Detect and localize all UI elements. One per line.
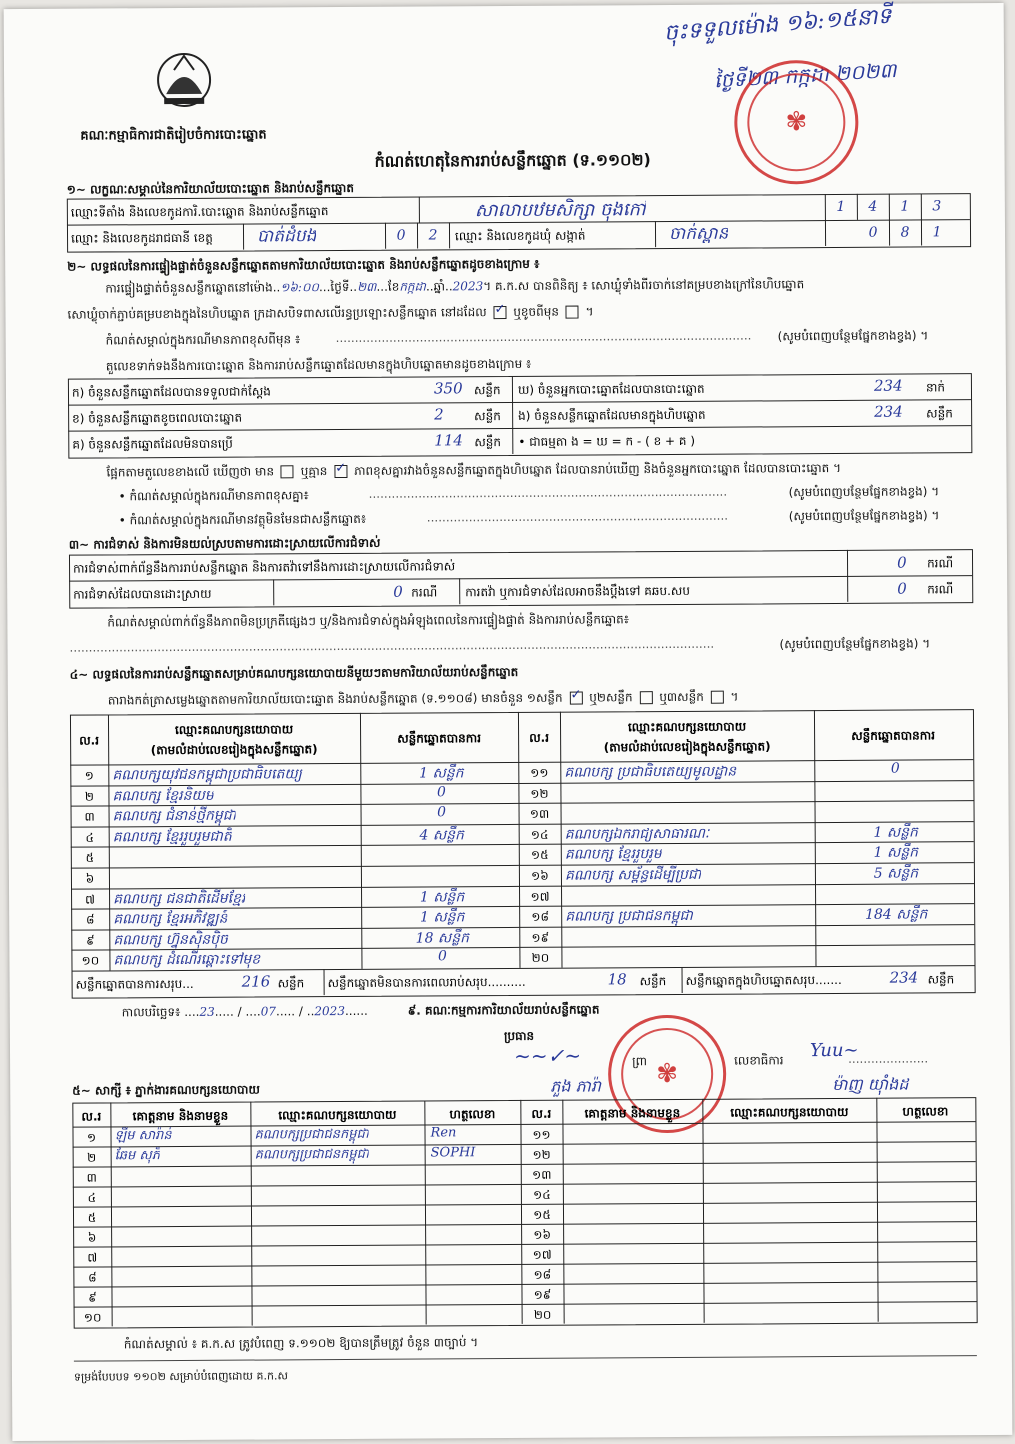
witness-signature-header: ហត្ថលេខា [449, 1107, 496, 1122]
irregularity-note: កំណត់សម្គាល់ពាក់ព័ន្ធនឹងភាពមិនប្រក្រតីផ្សេងៗ ឬ/និងការជំទាស់ក្នុងអំឡុងពេលនៃការផ្ទៀងផ្ទាត់ និងការរាប់សន្លឹកឆ្នោត៖ [107, 612, 630, 630]
province-label: ឈ្មោះ និងលេខកូដរាជធានី ខេត្ត [70, 230, 213, 246]
witness-party: គណបក្សប្រជាជនកម្ពុជា [254, 1146, 370, 1163]
figure-label: គ) ចំនួនសន្លឹកឆ្នោតដែលមិនបានប្រើ [72, 436, 233, 452]
section4-title: ៤~ លទ្ធផលនៃការរាប់សន្លឹកឆ្នោតសម្រាប់គណបក្សនយោបាយនីមួយៗតាមការិយាល័យរាប់សន្លឹកឆ្នោត [69, 664, 519, 682]
figure-value: 234 [873, 376, 903, 395]
witness-row-number: ១៩ [533, 1287, 552, 1302]
total-invalid-votes: 18 [607, 970, 627, 989]
party-row-number: ៣ [84, 809, 95, 824]
form-sheet: ចុះទទួលម៉ោង ១៦:១៥នាទី ថ្ងៃទី២៣ កក្កដា ២០២៣ ✾ គណៈកម្មាធិការជាតិរៀបចំការបោះឆ្នោត កំណត់ហេតុនៃការរាប់សន្លឹកឆ្នោត (ទ.១១០២) ១~ លក្ខណៈសម្គាល់នៃការិយាល័យបោះឆ្នោត និងរាប់សន្លឹកឆ្នោត ឈ្មោះទីតាំង និងលេខកូដការិ.បោះឆ្នោត និងរាប់សន្លឹកឆ្នោត សាលាបឋមសិក្សា ចុងកៅ 1 4 1 3 ឈ្មោះ និងលេខកូដរាជធានី ខេត្ត បាត់ដំបង 0 2 ឈ្មោះ និងលេខកូដឃុំ សង្កាត់ ចាក់ស្ពាន 0 8 1 ២~ លទ្ធផលនៃការផ្ទៀងផ្ទាត់ចំនួនសន្លឹកឆ្នោតតាមការិយាល័យបោះឆ្នោត និងរាប់សន្លឹកឆ្នោតដូចខាងក្រោម ៖ ការផ្ទៀងផ្ទាត់ចំនួនសន្លឹកឆ្នោតនៅម៉ោង..១៦:០០...ថ្ងៃទី..២៣...ខែកក្កដា..ឆ្នាំ..2023។ គ.ក.ស បានពិនិត្យ ៖ សោឃ្លុំទាំងពីរចាក់នៅគម្របខាងក្រៅនៃហិបឆ្នោត សោឃ្លុំចាក់ភ្ជាប់គម្របខាងក្នុងនៃហិបឆ្នោត ក្រដាសបិទពាសលើរន្ធប្រឡោះសន្លឹកឆ្នោត នៅដដែល ✓ ឬខូចពីមុន ។ កំណត់សម្គាល់ក្នុងករណីមានភាពខុសពីមុន ៖ ............................................................................................................. (សូមបំពេញបន្ថែមផ្នែកខាងខ្វង) ។ តួលេខទាក់ទងនឹងការបោះឆ្នោត និងការរាប់សន្លឹកឆ្នោតដែលមានក្នុងហិបឆ្នោតមានដូចខាងក្រោម ៖ ក) ចំនួនសន្លឹកឆ្នោតដែលបានទទួលជាក់ស្តែង 350 សន្លឹក ឃ) ចំនួនអ្នកបោះឆ្នោតដែលបានបោះឆ្នោត 234 នាក់ ខ) ចំនួនសន្លឹកឆ្នោតខូចពេលបោះឆ្នោត 2 សន្លឹក ង) ចំនួនសន្លឹកឆ្នោតដែលមានក្នុងហិបឆ្នោត 234 សន្លឹក គ) ចំនួនសន្លឹកឆ្នោតដែលមិនបានប្រើ 114 សន្លឹក • ជាធម្មតា ង = ឃ = ក - ( ខ + គ ) ផ្អែកតាមតួលេខខាងលើ ឃើញថា មាន ឬគ្មាន ✓ ភាពខុសគ្នារវាងចំនួនសន្លឹកឆ្នោតក្នុងហិបឆ្នោត ដែលបានរាប់ឃើញ និងចំនួនអ្នកបោះឆ្នោត ដែលបានបោះឆ្នោត ។ • កំណត់សម្គាល់ក្នុងករណីមានភាពខុសគ្នា៖ .............................................................................................. (សូមបំពេញបន្ថែមផ្នែកខាងខ្វង) ។ • កំណត់សម្គាល់ក្នុងករណីមានវត្ថុមិនមែនជាសន្លឹកឆ្នោត៖ ............................................................................... (សូមបំពេញបន្ថែមផ្នែកខាងខ្វង) ។ ៣~ ការជំទាស់ និងការមិនយល់ស្របតាមការដោះស្រាយលើការជំទាស់ ការជំទាស់ពាក់ព័ន្ធនឹងការរាប់សន្លឹកឆ្នោត និងការតវ៉ាទៅនឹងការដោះស្រាយលើការជំទាស់ 0 ករណី ការជំទាស់ដែលបានដោះស្រាយ 0 ករណី ការតវ៉ា ឬការជំទាស់ដែលអាចនឹងប្តឹងទៅ គឆប.សប 0 ករណី កំណត់សម្គាល់ពាក់ព័ន្ធនឹងភាពមិនប្រក្រតីផ្សេងៗ ឬ/និងការជំទាស់ក្នុងអំឡុងពេលនៃការផ្ទៀងផ្ទាត់ និងការរាប់សន្លឹកឆ្នោត៖ ......................................................................................................................................................................... (សូមបំពេញបន្ថែមផ្នែកខាងខ្វង) ។ ៤~ លទ្ធផលនៃការរាប់សន្លឹកឆ្នោតសម្រាប់គណបក្សនយោបាយនីមួយៗតាមការិយាល័យរាប់សន្លឹកឆ្នោត តារាងកត់ត្រាសម្លេងឆ្នោតតាមការិយាល័យបោះឆ្នោត និងរាប់សន្លឹកឆ្នោត (ទ.១១០៨) មានចំនួន ១សន្លឹក ✓ ឬ២សន្លឹក ឬ៣សន្លឹក ។ ល.រ ឈ្មោះគណបក្សនយោបាយ (តាមលំដាប់លេខរៀងក្នុងសន្លឹកឆ្នោត) សន្លឹកឆ្នោតបានការ ល.រ ឈ្មោះគណបក្សនយោបាយ (តាមលំដាប់លេខរៀងក្នុងសន្លឹកឆ្នោត) សន្លឹកឆ្នោតបានការ ១ គណបក្សយុវជនកម្ពុជាប្រជាធិបតេយ្យ 1 សន្លឹក ២ គណបក្ស ខ្មែរនិយម 0 ៣ គណបក្ស ជំនាន់ថ្មីកម្ពុជា 0 ៤ គណបក្ស ខ្មែររួបរួមជាតិ 4 សន្លឹក ៥ ៦ ៧ គណបក្ស ជនជាតិដើមខ្មែរ 1 សន្លឹក ៨ គណបក្ស ខ្មែរអភិវឌ្ឍន៍ 1 សន្លឹក ៩ គណបក្ស ហ្វ៊ុនស៊ិនប៉ិច 18 សន្លឹក ១០ គណបក្ស ដំណើរឆ្ពោះទៅមុខ 0 ១១ គណបក្ស ប្រជាធិបតេយ្យមូលដ្ឋាន 0 ១២ ១៣ ១៤ គណបក្សឯករាជ្យសាធារណៈ 1 សន្លឹក ១៥ គណបក្ស ខ្មែររួបរួម 1 សន្លឹក ១៦ គណបក្ស សម្ព័ន្ធដើម្បីប្រជា 5 សន្លឹក ១៧ ១៨ គណបក្ស ប្រជាជនកម្ពុជា 184 សន្លឹក ១៩ ២០ សន្លឹកឆ្នោតបានការសរុប... 216 សន្លឹក សន្លឹកឆ្នោតមិនបានការពេលរាប់សរុប.......... 18 សន្លឹក សន្លឹកឆ្នោតក្នុងហិបឆ្នោតសរុប....... 234 សន្លឹក កាលបរិច្ឆេទ៖ ....23..... / ....07..... / ..2023...... ៩. គណៈកម្មការការិយាល័យរាប់សន្លឹកឆ្នោត ប្រធាន ~~✓~ ព្រា លេខាធិការ Yuu~ ..................... ភួង ភារ៉ា ម៉ាញ យ៉ាំងដ ✾ ៥~ សាក្សី ៖ ភ្នាក់ងារគណបក្សនយោបាយ ល.រ គោត្តនាម និងនាមខ្លួន ឈ្មោះគណបក្សនយោបាយ ហត្ថលេខា ល.រ គោត្តនាម និងនាមខ្លួន ឈ្មោះគណបក្សនយោបាយ ហត្ថលេខា ១ ឡឹម សារ៉ាន់ គណបក្សប្រជាជនកម្ពុជា Ren ១១ ២ ឆែម សុភី គណបក្សប្រជាជនកម្ពុជា SOPHI ១២ ៣ ១៣ ៤ ១៤ ៥ ១៥ ៦ ១៦ ៧ ១៧ ៨ ១៨ ៩ ១៩ ១០ ២០ កំណត់សម្គាល់ ៖ គ.ក.ស ត្រូវបំពេញ ទ.១១០២ ឱ្យបានត្រឹមត្រូវ ចំនួន ៣ច្បាប់ ។ ទម្រង់បែបបទ ១១០២ សម្រាប់បំពេញដោយ គ.ក.ស [4, 3, 1013, 1441]
tally-sheet-line: តារាងកត់ត្រាសម្លេងឆ្នោតតាមការិយាល័យបោះឆ្នោត និងរាប់សន្លឹកឆ្នោត (ទ.១១០៨) មានចំនួន ១សន្លឹក ✓ ឬ២សន្លឹក ឬ៣សន្លឹក ។ [108, 689, 739, 711]
witness-row-number: ២ [87, 1150, 97, 1165]
party-valid-votes: 0 [437, 948, 447, 965]
president-label: ប្រធាន [503, 1028, 535, 1044]
witness-row-number: ១៤ [533, 1187, 551, 1202]
witness-party: គណបក្សប្រជាជនកម្ពុជា [254, 1126, 369, 1143]
party-row-number: ៩ [86, 933, 95, 948]
station-code-digit: 1 [900, 198, 910, 215]
party-name: គណបក្ស ប្រជាជនកម្ពុជា [565, 908, 693, 925]
witness-row-number: ៤ [87, 1190, 97, 1205]
witness-row-number: ១០ [83, 1310, 102, 1325]
witness-row-number: ៧ [87, 1250, 98, 1265]
figure-label: ង) ចំនួនសន្លឹកឆ្នោតដែលមានក្នុងហិបឆ្នោត [518, 407, 706, 423]
section1-title: ១~ លក្ខណៈសម្គាល់នៃការិយាល័យបោះឆ្នោត និងរាប់សន្លឹកឆ្នោត [66, 180, 354, 197]
party-row-number: ៧ [85, 892, 96, 907]
party-row-number: ៦ [85, 871, 95, 886]
figure-label: ឃ) ចំនួនអ្នកបោះឆ្នោតដែលបានបោះឆ្នោត [517, 381, 705, 397]
party-valid-votes: 18 សន្លឹក [415, 930, 470, 947]
party-row-number: ១៥ [530, 848, 549, 863]
commune-code-digit: 1 [932, 224, 942, 241]
party-row-number: ២០ [531, 951, 550, 966]
objection-count: 0 [896, 553, 907, 572]
form-title: កំណត់ហេតុនៃការរាប់សន្លឹកឆ្នោត (ទ.១១០២) [374, 150, 651, 171]
witness-row-number: ២០ [533, 1307, 552, 1322]
party-name: គណបក្ស ជនជាតិដើមខ្មែរ [113, 890, 246, 908]
party-row-number: ១៩ [531, 930, 550, 945]
station-code-digit: 1 [836, 198, 846, 215]
station-label: ឈ្មោះទីតាំង និងលេខកូដការិ.បោះឆ្នោត និងរាប់សន្លឹកឆ្នោត [70, 204, 329, 220]
president-signature: ~~✓~ [513, 1043, 582, 1068]
party-name: គណបក្ស ខ្មែររួបរួម [564, 846, 662, 864]
counting-committee-label: ៩. គណៈកម្មការការិយាល័យរាប់សន្លឹកឆ្នោត [407, 1002, 600, 1018]
secretary-label: លេខាធិការ [734, 1053, 784, 1068]
party-valid-votes: 1 សន្លឹក [873, 844, 919, 862]
witness-row-number: ១១ [532, 1127, 551, 1142]
verification-line-1: ការផ្ទៀងផ្ទាត់ចំនួនសន្លឹកឆ្នោតនៅម៉ោង..១៦:០០...ថ្ងៃទី..២៣...ខែកក្កដា..ឆ្នាំ..2023។ គ.ក.ស បានពិនិត្យ ៖ សោឃ្លុំទាំងពីរចាក់នៅគម្របខាងក្រៅនៃហិបឆ្នោត [105, 277, 805, 296]
fill-more-hint: (សូមបំពេញបន្ថែមផ្នែកខាងខ្វង) ។ [777, 328, 929, 344]
province-name: បាត់ដំបង [256, 226, 317, 247]
witness-name-header: គោត្តនាម និងនាមខ្លួន [132, 1108, 229, 1124]
party-name: គណបក្ស ប្រជាធិបតេយ្យមូលដ្ឋាន [564, 763, 737, 781]
witness-row-number: ១៦ [533, 1227, 551, 1242]
figure-unit: សន្លឹក [474, 409, 501, 424]
received-time-note: ចុះទទួលម៉ោង ១៦:១៥នាទី [663, 3, 893, 46]
verification-line-2: សោឃ្លុំចាក់ភ្ជាប់គម្របខាងក្នុងនៃហិបឆ្នោត ក្រដាសបិទពាសលើរន្ធប្រឡោះសន្លឹកឆ្នោត នៅដដែល ✓ ឬខូចពីមុន ។ [67, 303, 593, 324]
damaged-checkbox[interactable] [566, 306, 579, 319]
appeal-label: ការតវ៉ា ឬការជំទាស់ដែលអាចនឹងប្តឹងទៅ គឆប.សប [465, 583, 690, 600]
party-name: គណបក្ស ខ្មែររួបរួមជាតិ [112, 828, 232, 846]
witness-row-number: ១៧ [532, 1247, 552, 1262]
one-sheet-checkbox[interactable] [569, 692, 582, 705]
witness-row-number: ១២ [532, 1147, 551, 1162]
nec-emblem-icon [152, 50, 216, 112]
party-row-number: ១៣ [529, 806, 550, 822]
witness-row-number: ៣ [86, 1170, 97, 1185]
witness-name: ឡឹម សារ៉ាន់ [114, 1128, 172, 1144]
party-valid-votes: 5 សន្លឹក [873, 865, 919, 882]
commune-code-digit: 8 [900, 224, 910, 241]
party-valid-votes: 1 សន្លឹក [419, 765, 464, 782]
total-invalid-label: សន្លឹកឆ្នោតមិនបានការពេលរាប់សរុប.......... [327, 974, 526, 991]
party-valid-votes: 0 [890, 760, 900, 777]
total-valid-label: សន្លឹកឆ្នោតបានការសរុប... [75, 976, 194, 992]
party-valid-votes: 1 សន្លឹក [419, 909, 465, 926]
resolved-objection-label: ការជំទាស់ដែលបានដោះស្រាយ [73, 586, 212, 602]
result-date: កាលបរិច្ឆេទ៖ ....23..... / ....07..... / ..2023...... [121, 1003, 368, 1020]
commune-name: ចាក់ស្ពាន [668, 223, 729, 245]
objection-row-label: ការជំទាស់ពាក់ព័ន្ធនឹងការរាប់សន្លឹកឆ្នោត និងការតវ៉ាទៅនឹងការដោះស្រាយលើការជំទាស់ [73, 559, 456, 576]
party-valid-votes: 184 សន្លឹក [864, 906, 928, 924]
party-row-number: ១ [84, 768, 94, 783]
appeal-count: 0 [897, 579, 907, 598]
party-row-number: ១០ [81, 953, 100, 968]
station-name: សាលាបឋមសិក្សា ចុងកៅ [474, 199, 646, 222]
bullet-foreign-object-note: • កំណត់សម្គាល់ក្នុងករណីមានវត្ថុមិនមែនជាសន្លឹកឆ្នោត៖ [118, 511, 367, 528]
secretary-signature: Yuu~ [809, 1039, 859, 1062]
station-code-digit: 3 [932, 198, 942, 215]
party-valid-votes: 1 សន្លឹក [419, 888, 465, 906]
witness-row-number: ១៨ [533, 1267, 552, 1282]
intact-checkbox[interactable] [493, 306, 506, 319]
party-valid-votes: 4 សន្លឹក [419, 827, 464, 844]
figure-value: 234 [874, 402, 903, 421]
party-row-number: ១២ [530, 786, 549, 801]
official-stamp-top: ✾ [734, 60, 859, 185]
witness-row-number: ៥ [87, 1210, 97, 1225]
figure-value: 350 [433, 379, 463, 398]
party-name: គណបក្ស ហ្វ៊ុនស៊ិនប៉ិច [113, 931, 228, 949]
resolved-objection-count: 0 [393, 582, 403, 601]
party-valid-votes: 0 [437, 804, 447, 821]
party-name: គណបក្សយុវជនកម្ពុជាប្រជាធិបតេយ្យ [112, 766, 302, 784]
figure-unit: សន្លឹក [926, 406, 953, 421]
consistency-line: ផ្អែកតាមតួលេខខាងលើ ឃើញថា មាន ឬគ្មាន ✓ ភាពខុសគ្នារវាងចំនួនសន្លឹកឆ្នោតក្នុងហិបឆ្នោត ដែលបានរាប់ឃើញ និងចំនួនអ្នកបោះឆ្នោត ដែលបានបោះឆ្នោត ។ [106, 460, 841, 482]
total-box-label: សន្លឹកឆ្នោតក្នុងហិបឆ្នោតសរុប....... [685, 972, 842, 988]
figure-label: ក) ចំនួនសន្លឹកឆ្នោតដែលបានទទួលជាក់ស្តែង [71, 384, 271, 400]
figure-unit: សន្លឹក [473, 383, 501, 398]
station-code-digit: 4 [868, 198, 878, 215]
figures-intro: តួលេខទាក់ទងនឹងការបោះឆ្នោត និងការរាប់សន្លឹកឆ្នោតដែលមានក្នុងហិបឆ្នោតមានដូចខាងក្រោម ៖ [105, 356, 532, 374]
official-stamp-bottom: ✾ [608, 1015, 727, 1134]
party-name: គណបក្ស ជំនាន់ថ្មីកម្ពុជា [112, 807, 237, 825]
figure-label: • ជាធម្មតា ង = ឃ = ក - ( ខ + គ ) [518, 433, 696, 449]
party-column-header: ឈ្មោះគណបក្សនយោបាយ [174, 722, 294, 738]
witness-row-number: ១៥ [533, 1207, 551, 1222]
witness-name: ឆែម សុភី [114, 1148, 161, 1164]
difference-note-label: កំណត់សម្គាល់ក្នុងករណីមានភាពខុសពីមុន ៖ [105, 332, 301, 348]
figure-value: 2 [434, 405, 444, 424]
commune-label: ឈ្មោះ និងលេខកូដឃុំ សង្កាត់ [454, 228, 586, 244]
witness-party-header: ឈ្មោះគណបក្សនយោបាយ [278, 1107, 397, 1123]
party-row-number: ៥ [85, 850, 95, 865]
president-name: ភួង ភារ៉ា [550, 1076, 602, 1096]
received-date-note: ថ្ងៃទី២៣ កក្កដា ២០២៣ [713, 57, 898, 93]
no-difference-checkbox[interactable] [334, 465, 347, 478]
section3-title: ៣~ ការជំទាស់ និងការមិនយល់ស្របតាមការដោះស្រាយលើការជំទាស់ [68, 535, 381, 552]
province-code-digit: 0 [396, 227, 406, 244]
committee-name: គណៈកម្មាធិការជាតិរៀបចំការបោះឆ្នោត [80, 127, 267, 144]
witness-row-number: ១ [86, 1130, 97, 1145]
figure-label: ខ) ចំនួនសន្លឹកឆ្នោតខូចពេលបោះឆ្នោត [72, 410, 243, 426]
bullet-difference-note: • កំណត់សម្គាល់ក្នុងករណីមានភាពខុសគ្នា៖ [118, 488, 309, 504]
figure-unit: សន្លឹក [474, 435, 502, 450]
party-name: គណបក្សឯករាជ្យសាធារណៈ [564, 825, 710, 843]
votes-column-header: សន្លឹកឆ្នោតបានការ [397, 731, 482, 746]
section2-title: ២~ លទ្ធផលនៃការផ្ទៀងផ្ទាត់ចំនួនសន្លឹកឆ្នោតតាមការិយាល័យបោះឆ្នោត និងរាប់សន្លឹកឆ្នោតដូចខាងក្រោម ៖ [67, 256, 540, 274]
form-version-note: ទម្រង់បែបបទ ១១០២ សម្រាប់បំពេញដោយ គ.ក.ស [73, 1369, 288, 1384]
party-row-number: ១៤ [530, 827, 549, 842]
party-name: គណបក្ស ខ្មែរអភិវឌ្ឍន៍ [113, 910, 228, 928]
total-ballots-in-box: 234 [889, 968, 919, 987]
party-name: គណបក្ស សម្ព័ន្ធដើម្បីប្រជា [564, 866, 702, 884]
witness-signature: Ren [430, 1125, 457, 1141]
section5-title: ៥~ សាក្សី ៖ ភ្នាក់ងារគណបក្សនយោបាយ [72, 1082, 260, 1098]
party-valid-votes: 0 [436, 783, 446, 801]
witness-signature: SOPHI [430, 1145, 476, 1161]
party-row-number: ៨ [85, 912, 95, 927]
witness-row-number: ៩ [88, 1290, 97, 1305]
commune-code-digit: 0 [868, 224, 878, 241]
figure-unit: នាក់ [925, 380, 946, 395]
party-row-number: ១១ [530, 765, 549, 780]
party-row-number: ១៦ [531, 868, 549, 883]
party-name: គណបក្ស ដំណើរឆ្ពោះទៅមុខ [113, 951, 261, 969]
two-sheet-checkbox[interactable] [639, 691, 652, 704]
footnote: កំណត់សម្គាល់ ៖ គ.ក.ស ត្រូវបំពេញ ទ.១១០២ ឱ្យបានត្រឹមត្រូវ ចំនួន ៣ច្បាប់ ។ [123, 1335, 479, 1352]
witness-row-number: ៨ [88, 1270, 97, 1285]
figure-value: 114 [434, 431, 463, 450]
three-sheet-checkbox[interactable] [711, 691, 724, 704]
witness-row-number: ១៣ [532, 1167, 552, 1182]
total-valid-votes: 216 [241, 972, 271, 991]
party-row-number: ១៧ [530, 889, 550, 904]
province-code-digit: 2 [428, 227, 438, 244]
party-name: គណបក្ស ខ្មែរនិយម [112, 787, 214, 805]
party-row-number: ១៨ [531, 909, 550, 925]
witness-row-number: ៦ [87, 1230, 97, 1245]
party-row-number: ៤ [85, 830, 94, 845]
party-valid-votes: 1 សន្លឹក [873, 824, 918, 841]
has-difference-checkbox[interactable] [281, 465, 294, 478]
secretary-name: ម៉ាញ យ៉ាំងដ [832, 1074, 909, 1095]
party-row-number: ២ [84, 789, 95, 804]
